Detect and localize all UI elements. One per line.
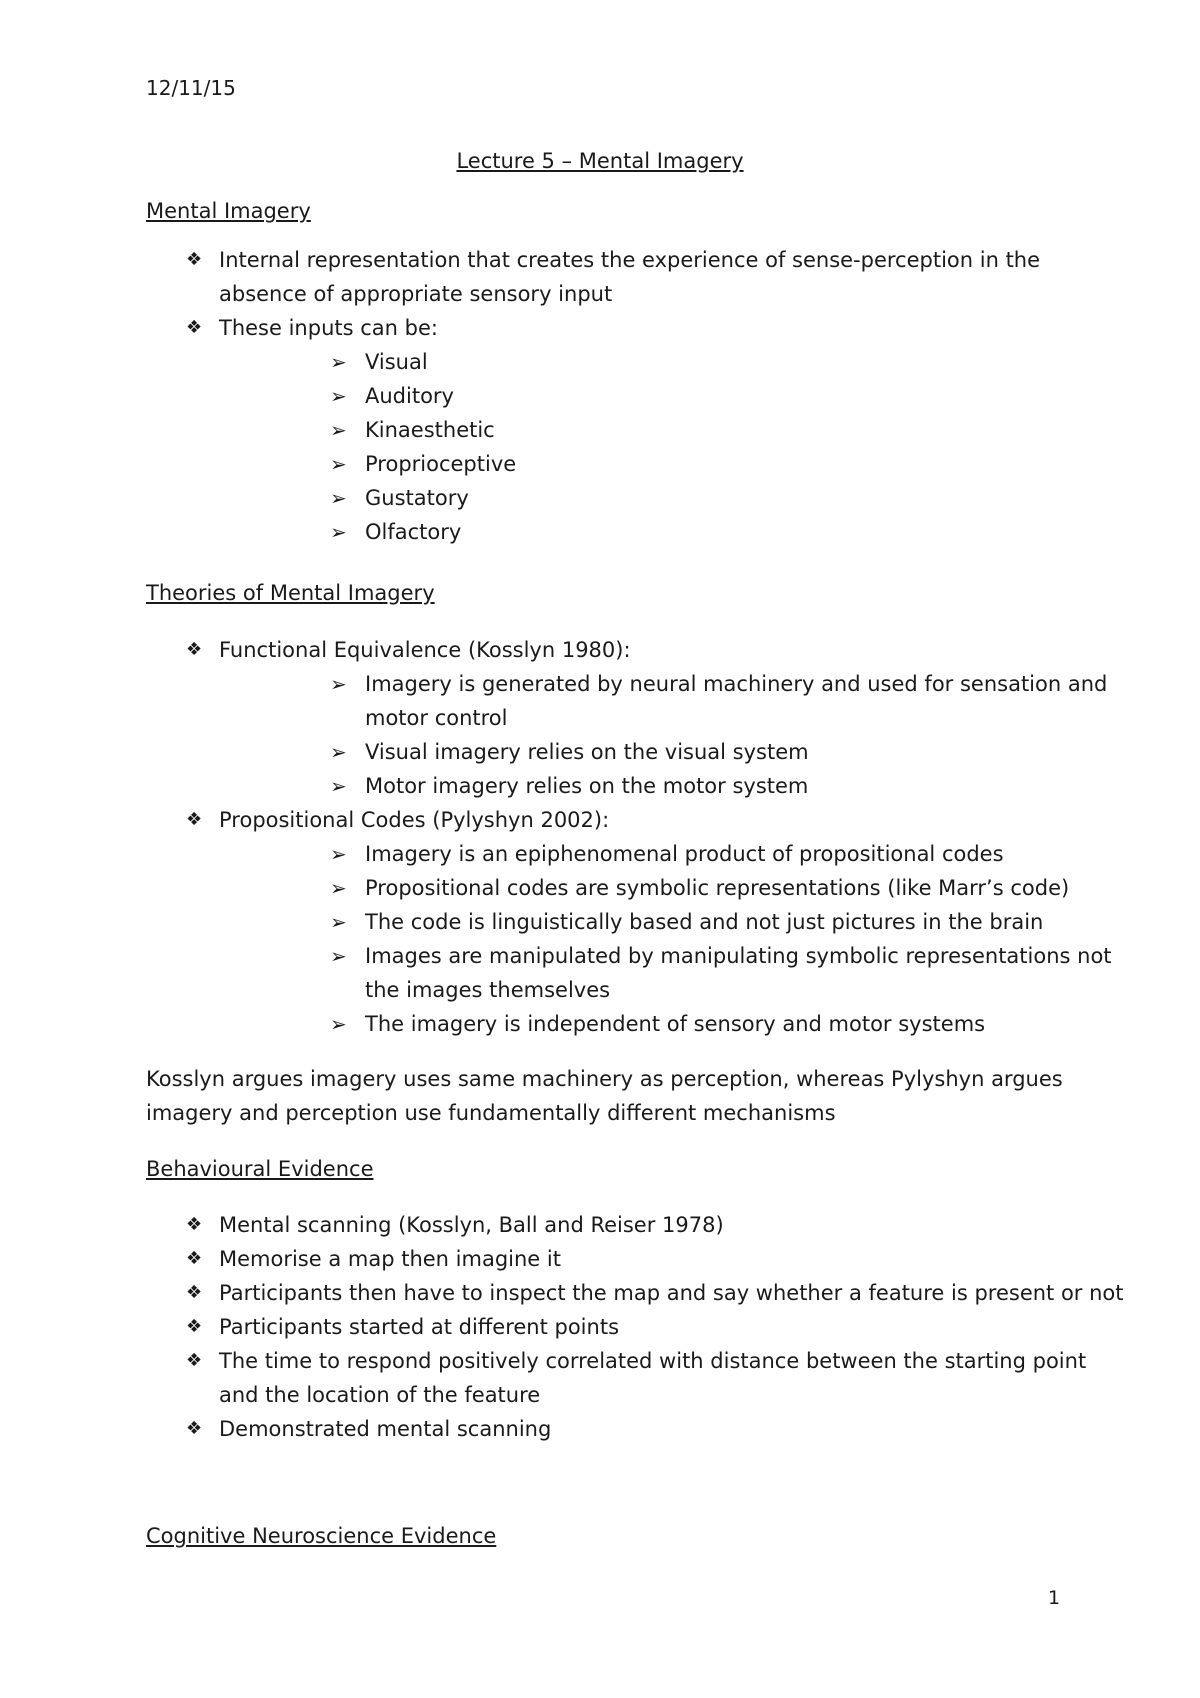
sub-bullet-text: Imagery is an epiphenomenal product of propositional codes	[365, 842, 1004, 866]
diamond-bullet-icon: ❖	[186, 1248, 203, 1269]
bullet-text: Demonstrated mental scanning	[219, 1417, 552, 1441]
bullet-text: The time to respond positively correlated with distance between the starting point	[219, 1349, 1087, 1373]
bullet-text-continued: absence of appropriate sensory input	[219, 282, 613, 306]
diamond-bullet-icon: ❖	[186, 1350, 203, 1371]
bullet-text: Participants then have to inspect the map and say whether a feature is present or not	[219, 1281, 1124, 1305]
arrow-bullet-icon: ➢	[330, 672, 347, 696]
bullet-text-continued: and the location of the feature	[219, 1383, 541, 1407]
arrow-bullet-icon: ➢	[330, 486, 347, 510]
diamond-bullet-icon: ❖	[186, 809, 203, 830]
arrow-bullet-icon: ➢	[330, 774, 347, 798]
arrow-bullet-icon: ➢	[330, 876, 347, 900]
input-item-gustatory: Gustatory	[365, 486, 469, 510]
summary-paragraph: Kosslyn argues imagery uses same machinery as perception, whereas Pylyshyn argues	[146, 1067, 1063, 1091]
theory-functional-equivalence: Functional Equivalence (Kosslyn 1980):	[219, 638, 631, 662]
arrow-bullet-icon: ➢	[330, 384, 347, 408]
sub-bullet-text: Visual imagery relies on the visual system	[365, 740, 809, 764]
input-item-auditory: Auditory	[365, 384, 454, 408]
arrow-bullet-icon: ➢	[330, 452, 347, 476]
sub-bullet-text: Motor imagery relies on the motor system	[365, 774, 809, 798]
page-number: 1	[1048, 1587, 1061, 1609]
arrow-bullet-icon: ➢	[330, 520, 347, 544]
sub-bullet-text: The code is linguistically based and not just pictures in the brain	[365, 910, 1044, 934]
input-item-kinaesthetic: Kinaesthetic	[365, 418, 495, 442]
input-item-proprioceptive: Proprioceptive	[365, 452, 517, 476]
arrow-bullet-icon: ➢	[330, 910, 347, 934]
summary-paragraph-continued: imagery and perception use fundamentally different mechanisms	[146, 1101, 836, 1125]
section-heading-cognitive-neuroscience: Cognitive Neuroscience Evidence	[146, 1524, 497, 1548]
sub-bullet-text-continued: the images themselves	[365, 978, 611, 1002]
arrow-bullet-icon: ➢	[330, 418, 347, 442]
sub-bullet-text-continued: motor control	[365, 706, 508, 730]
arrow-bullet-icon: ➢	[330, 350, 347, 374]
sub-bullet-text: Images are manipulated by manipulating symbolic representations not	[365, 944, 1112, 968]
bullet-text: Memorise a map then imagine it	[219, 1247, 561, 1271]
diamond-bullet-icon: ❖	[186, 1418, 203, 1439]
bullet-text: Mental scanning (Kosslyn, Ball and Reiser 1978)	[219, 1213, 724, 1237]
arrow-bullet-icon: ➢	[330, 842, 347, 866]
section-heading-theories: Theories of Mental Imagery	[146, 581, 435, 605]
diamond-bullet-icon: ❖	[186, 639, 203, 660]
diamond-bullet-icon: ❖	[186, 1282, 203, 1303]
sub-bullet-text: Propositional codes are symbolic representations (like Marr’s code)	[365, 876, 1070, 900]
header-date: 12/11/15	[146, 76, 236, 100]
bullet-text: Internal representation that creates the experience of sense-perception in the	[219, 248, 1041, 272]
arrow-bullet-icon: ➢	[330, 944, 347, 968]
sub-bullet-text: Imagery is generated by neural machinery and used for sensation and	[365, 672, 1108, 696]
bullet-text: These inputs can be:	[219, 316, 438, 340]
diamond-bullet-icon: ❖	[186, 1214, 203, 1235]
section-heading-behavioural-evidence: Behavioural Evidence	[146, 1157, 374, 1181]
sub-bullet-text: The imagery is independent of sensory and motor systems	[365, 1012, 986, 1036]
diamond-bullet-icon: ❖	[186, 1316, 203, 1337]
arrow-bullet-icon: ➢	[330, 740, 347, 764]
theory-propositional-codes: Propositional Codes (Pylyshyn 2002):	[219, 808, 610, 832]
bullet-text: Participants started at different points	[219, 1315, 620, 1339]
arrow-bullet-icon: ➢	[330, 1012, 347, 1036]
page-title: Lecture 5 – Mental Imagery	[456, 149, 744, 173]
diamond-bullet-icon: ❖	[186, 317, 203, 338]
section-heading-mental-imagery: Mental Imagery	[146, 199, 311, 223]
input-item-olfactory: Olfactory	[365, 520, 462, 544]
input-item-visual: Visual	[365, 350, 428, 374]
diamond-bullet-icon: ❖	[186, 249, 203, 270]
